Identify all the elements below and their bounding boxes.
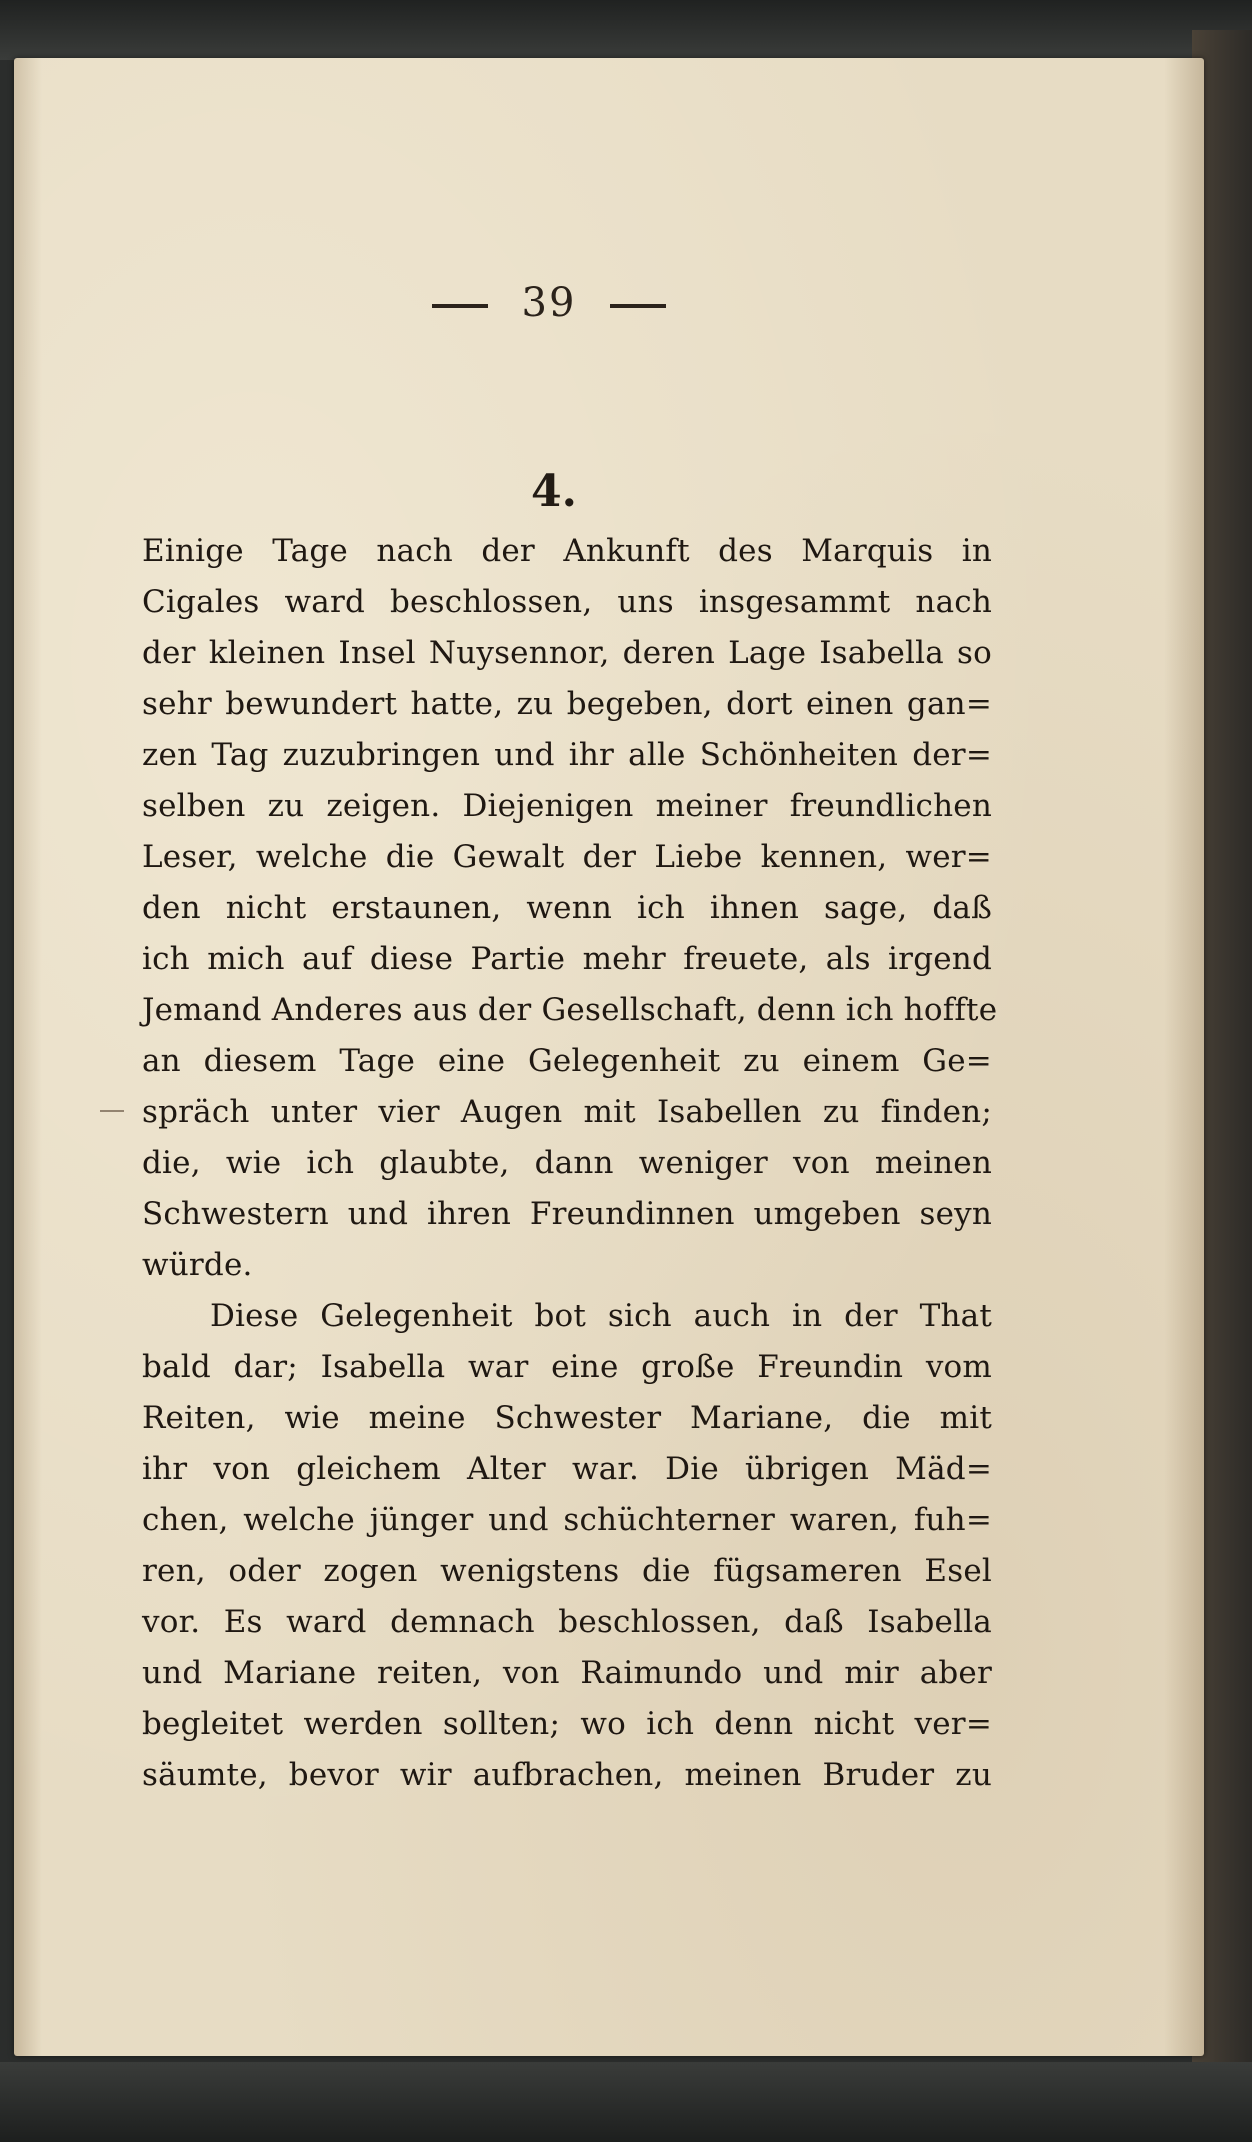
running-header [14, 280, 1084, 326]
page-number: 39 [521, 280, 577, 326]
text-line: sehr bewundert hatte, zu begeben, dort einen gan= [142, 686, 992, 722]
text-line: selben zu zeigen. Diejenigen meiner freundlichen [142, 788, 992, 824]
body-text [142, 526, 998, 1801]
text-line: Schwestern und ihren Freundinnen umgeben seyn [142, 1196, 992, 1232]
text-line: chen, welche jünger und schüchterner waren, fuh= [142, 1502, 992, 1538]
text-line: Cigales ward beschlossen, uns insgesammt nach [142, 584, 992, 620]
text-line: die, wie ich glaubte, dann weniger von meinen [142, 1145, 992, 1181]
cover-board-bottom [0, 2062, 1252, 2142]
text-line: Reiten, wie meine Schwester Mariane, die mit [142, 1400, 992, 1436]
paragraph-2 [142, 1291, 992, 1801]
text-line: Jemand Anderes aus der Gesellschaft, denn ich hoffte [142, 992, 998, 1028]
text-line: vor. Es ward demnach beschlossen, daß Isabella [142, 1604, 992, 1640]
text-line: Diese Gelegenheit bot sich auch in der That [210, 1298, 992, 1334]
text-line: Leser, welche die Gewalt der Liebe kennen, wer= [142, 839, 992, 875]
header-dash-right [610, 304, 666, 308]
text-line: ihr von gleichem Alter war. Die übrigen Mäd= [142, 1451, 992, 1487]
chapter-number: 4. [531, 466, 577, 517]
text-line: ren, oder zogen wenigstens die fügsameren Esel [142, 1553, 992, 1589]
paragraph-1 [142, 526, 998, 1291]
margin-pencil-mark [100, 1110, 124, 1112]
text-line: an diesem Tage eine Gelegenheit zu einem Ge= [142, 1043, 992, 1079]
text-line: würde. [142, 1247, 253, 1283]
text-line: bald dar; Isabella war eine große Freundin vom [142, 1349, 992, 1385]
header-dash-left [432, 304, 488, 308]
text-line: begleitet werden sollten; wo ich denn nicht ver= [142, 1706, 992, 1742]
text-line: Einige Tage nach der Ankunft des Marquis in [142, 533, 992, 569]
book-page [14, 58, 1204, 2056]
text-line: säumte, bevor wir aufbrachen, meinen Bruder zu [142, 1757, 992, 1793]
text-line: spräch unter vier Augen mit Isabellen zu finden; [142, 1094, 992, 1130]
text-line: den nicht erstaunen, wenn ich ihnen sage, daß [142, 890, 992, 926]
text-line: der kleinen Insel Nuysennor, deren Lage Isabella so [142, 635, 992, 671]
text-line: ich mich auf diese Partie mehr freuete, als irgend [142, 941, 992, 977]
text-line: zen Tag zuzubringen und ihr alle Schönheiten der= [142, 737, 992, 773]
cover-board-top [0, 0, 1252, 60]
text-line: und Mariane reiten, von Raimundo und mir aber [142, 1655, 992, 1691]
